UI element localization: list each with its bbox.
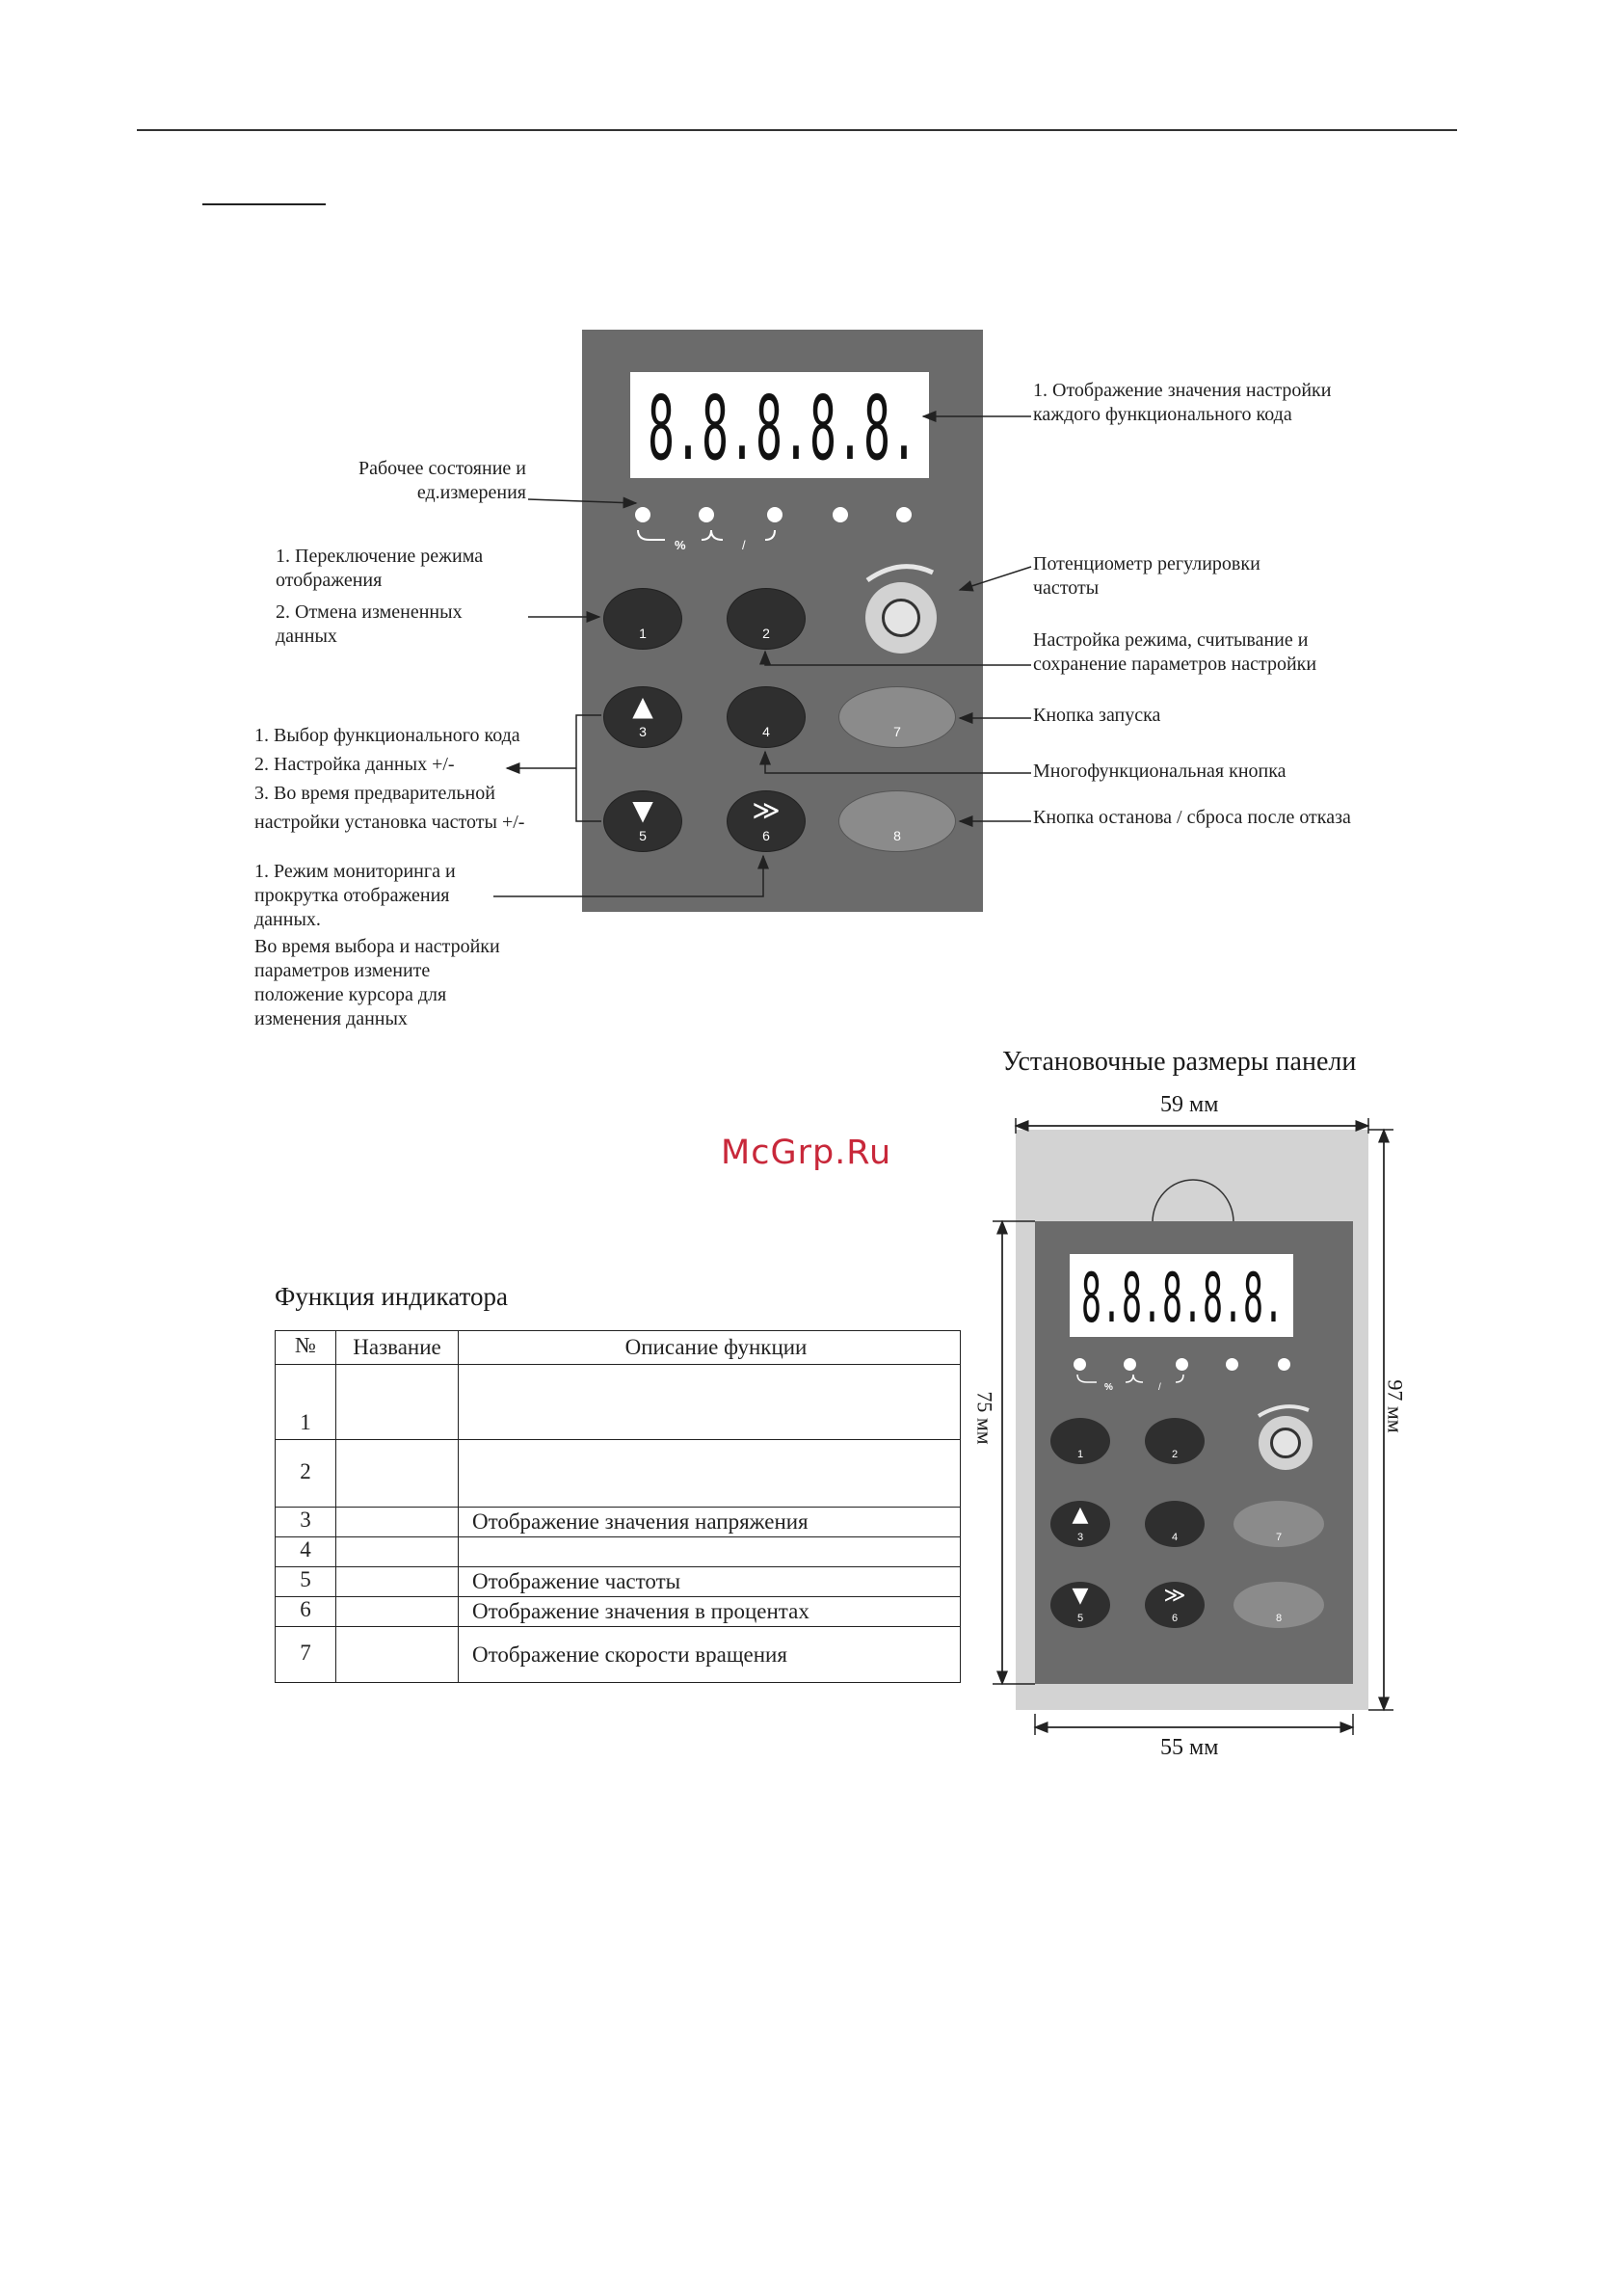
ann-key6-monitor: 1. Режим мониторинга и прокрутка отображения данных. [254,861,456,930]
ann-arrow-keys: 1. Выбор функционального кода 2. Настройка данных +/- 3. Во время предварительной настройки установка частоты +/- [254,725,525,833]
key-4-multifunction[interactable]: 4 [727,686,806,748]
arrow-up-icon: ▲ [1072,1503,1089,1527]
dim-width-inner: 55 мм [1160,1735,1219,1760]
ann-status-units: Рабочее состояние и ед.измерения [358,458,526,503]
key-7-run[interactable]: 7 [838,686,956,748]
table-row: 3 Отображение значения напряжения [276,1508,961,1537]
table-row: 2 [276,1440,961,1508]
mini-key-3: ▲ 3 [1050,1501,1110,1547]
ann-potentiometer: Потенциометр регулировки частоты [1033,553,1260,599]
mini-key-5: ▼ 5 [1050,1582,1110,1628]
double-chevron-icon: ≫ [752,794,781,826]
leader-lines [0,0,1618,964]
svg-text:%: % [1104,1382,1113,1393]
ann-multifunction-key: Многофункциональная кнопка [1033,761,1286,782]
arrow-down-icon: ▼ [632,794,653,826]
arrow-down-icon: ▼ [1072,1584,1089,1608]
ann-key6-cursor: Во время выбора и настройки параметров измените положение курсора для изменения данных [254,936,500,1029]
dimension-lines [0,1060,1618,1793]
mini-key-2: 2 [1145,1418,1205,1464]
slash-label: / [742,538,746,552]
svg-text:/: / [1158,1382,1161,1393]
key-2-program[interactable]: 2 [727,588,806,650]
ann-display-value: 1. Отображение значения настройки каждого функционального кода [1033,380,1332,425]
dim-width-outer: 59 мм [1160,1092,1219,1117]
table-row: 5 Отображение частоты [276,1567,961,1597]
key-6-shift[interactable]: ≫ 6 [727,790,806,852]
table-header: № Название Описание функции [276,1331,961,1365]
table-row: 6 Отображение значения в процентах [276,1597,961,1627]
mini-key-6: ≫ 6 [1145,1582,1205,1628]
svg-text:8.8.8.8.8.: 8.8.8.8.8. [1081,1259,1284,1337]
svg-text:8.8.8.8.8.: 8.8.8.8.8. [648,377,917,478]
mini-key-7: 7 [1233,1501,1324,1547]
key-3-up[interactable]: ▲ 3 [603,686,682,748]
watermark: McGrp.Ru [721,1134,892,1172]
double-chevron-icon: ≫ [1163,1584,1186,1608]
percent-label: % [675,538,686,552]
key-8-stop-reset[interactable]: 8 [838,790,956,852]
key-1-display-mode[interactable]: 1 [603,588,682,650]
ann-key2: Настройка режима, считывание и сохранение параметров настройки [1033,629,1317,675]
ann-stop-key: Кнопка останова / сброса после отказа [1033,807,1351,828]
ann-key1: 1. Переключение режима отображения 2. Отмена измененных данных [276,546,484,647]
mini-key-4: 4 [1145,1501,1205,1547]
ann-start-key: Кнопка запуска [1033,705,1161,726]
mounting-title: Установочные размеры панели [1002,1047,1357,1077]
indicator-table-title: Функция индикатора [275,1282,508,1311]
table-row: 4 [276,1537,961,1567]
mini-key-8: 8 [1233,1582,1324,1628]
table-row: 7 Отображение скорости вращения [276,1627,961,1683]
key-5-down[interactable]: ▼ 5 [603,790,682,852]
table-row: 1 [276,1365,961,1440]
arrow-up-icon: ▲ [632,690,653,722]
dim-height-outer: 97 мм [1383,1379,1408,1433]
dim-height-inner: 75 мм [972,1391,997,1445]
mini-key-1: 1 [1050,1418,1110,1464]
